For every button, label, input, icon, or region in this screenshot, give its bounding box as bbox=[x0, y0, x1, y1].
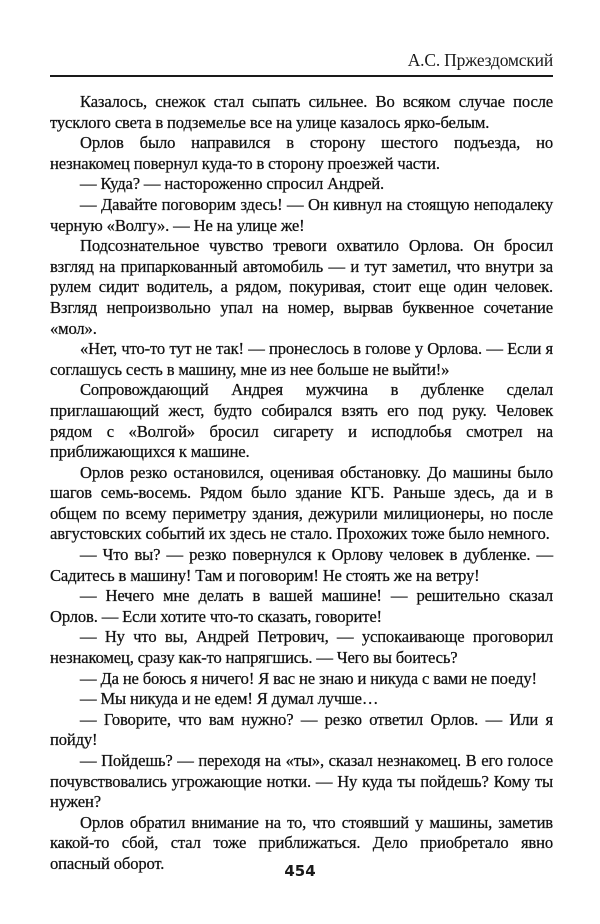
paragraph: — Давайте поговорим здесь! — Он кивнул на стоящую неподалеку черную «Волгу». — Не на улице же! bbox=[50, 194, 553, 235]
paragraph: Орлов резко остановился, оценивая обстановку. До машины было шагов семь-восемь. Рядом было здание КГБ. Раньше здесь, да и в общем по всему периметру здания, дежурили милиционеры, но после августовских событий их здесь не стало. Прохожих тоже было немного. bbox=[50, 462, 553, 544]
header-rule bbox=[50, 75, 553, 77]
paragraph: Орлов обратил внимание на то, что стоявший у машины, заметив какой-то сбой, стал тоже приближаться. Дело приобретало явно опасный оборот. bbox=[50, 812, 553, 873]
page-number: 454 bbox=[284, 862, 316, 880]
paragraph: — Да не боюсь я ничего! Я вас не знаю и никуда с вами не поеду! bbox=[80, 668, 537, 688]
paragraph: — Ну что вы, Андрей Петрович, — успокаивающе проговорил незнакомец, сразу как-то напрягшись. — Чего вы боитесь? bbox=[50, 627, 553, 668]
paragraph: — Говорите, что вам нужно? — резко ответил Орлов. — Или я пойду! bbox=[50, 709, 553, 750]
running-head-author: А.С. Пржездомский bbox=[407, 50, 553, 70]
paragraph: — Куда? — настороженно спросил Андрей. bbox=[80, 174, 385, 194]
paragraph: — Что вы? — резко повернулся к Орлову человек в дубленке. — Садитесь в машину! Там и поговорим! Не стоять же на ветру! bbox=[50, 545, 553, 585]
paragraph: «Нет, что-то тут не так! — пронеслось в голове у Орлова. — Если я соглашусь сесть в машину, мне из нее больше не выйти!» bbox=[50, 339, 553, 379]
paragraph: Казалось, снежок стал сыпать сильнее. Во всяком случае после тусклого света в подземелье все на улице казалось ярко-белым. bbox=[50, 92, 553, 132]
paragraph: Сопровождающий Андрея мужчина в дубленке сделал приглашающий жест, будто собирался взять его под руку. Человек рядом с «Волгой» бросил сигарету и исподлобья смотрел на приближающихся к машине. bbox=[50, 380, 553, 462]
paragraph: — Пойдешь? — переходя на «ты», сказал незнакомец. В его голосе почувствовались угрожающие нотки. — Ну куда ты пойдешь? Кому ты нужен? bbox=[50, 751, 553, 812]
paragraph: Орлов было направился в сторону шестого подъезда, но незнакомец повернул куда-то в сторону проезжей части. bbox=[50, 133, 553, 173]
paragraph: Подсознательное чувство тревоги охватило Орлова. Он бросил взгляд на припаркованный автомобиль — и тут заметил, что внутри за рулем сидит водитель, а рядом, покуривая, стоит еще один человек. Взгляд непроизвольно упал на номер, вырвав буквенное сочетание «мол». bbox=[50, 236, 553, 338]
paragraph: — Нечего мне делать в вашей машине! — решительно сказал Орлов. — Если хотите что-то сказать, говорите! bbox=[50, 586, 553, 626]
paragraph: — Мы никуда и не едем! Я думал лучше… bbox=[80, 689, 379, 709]
page-body bbox=[50, 92, 553, 875]
